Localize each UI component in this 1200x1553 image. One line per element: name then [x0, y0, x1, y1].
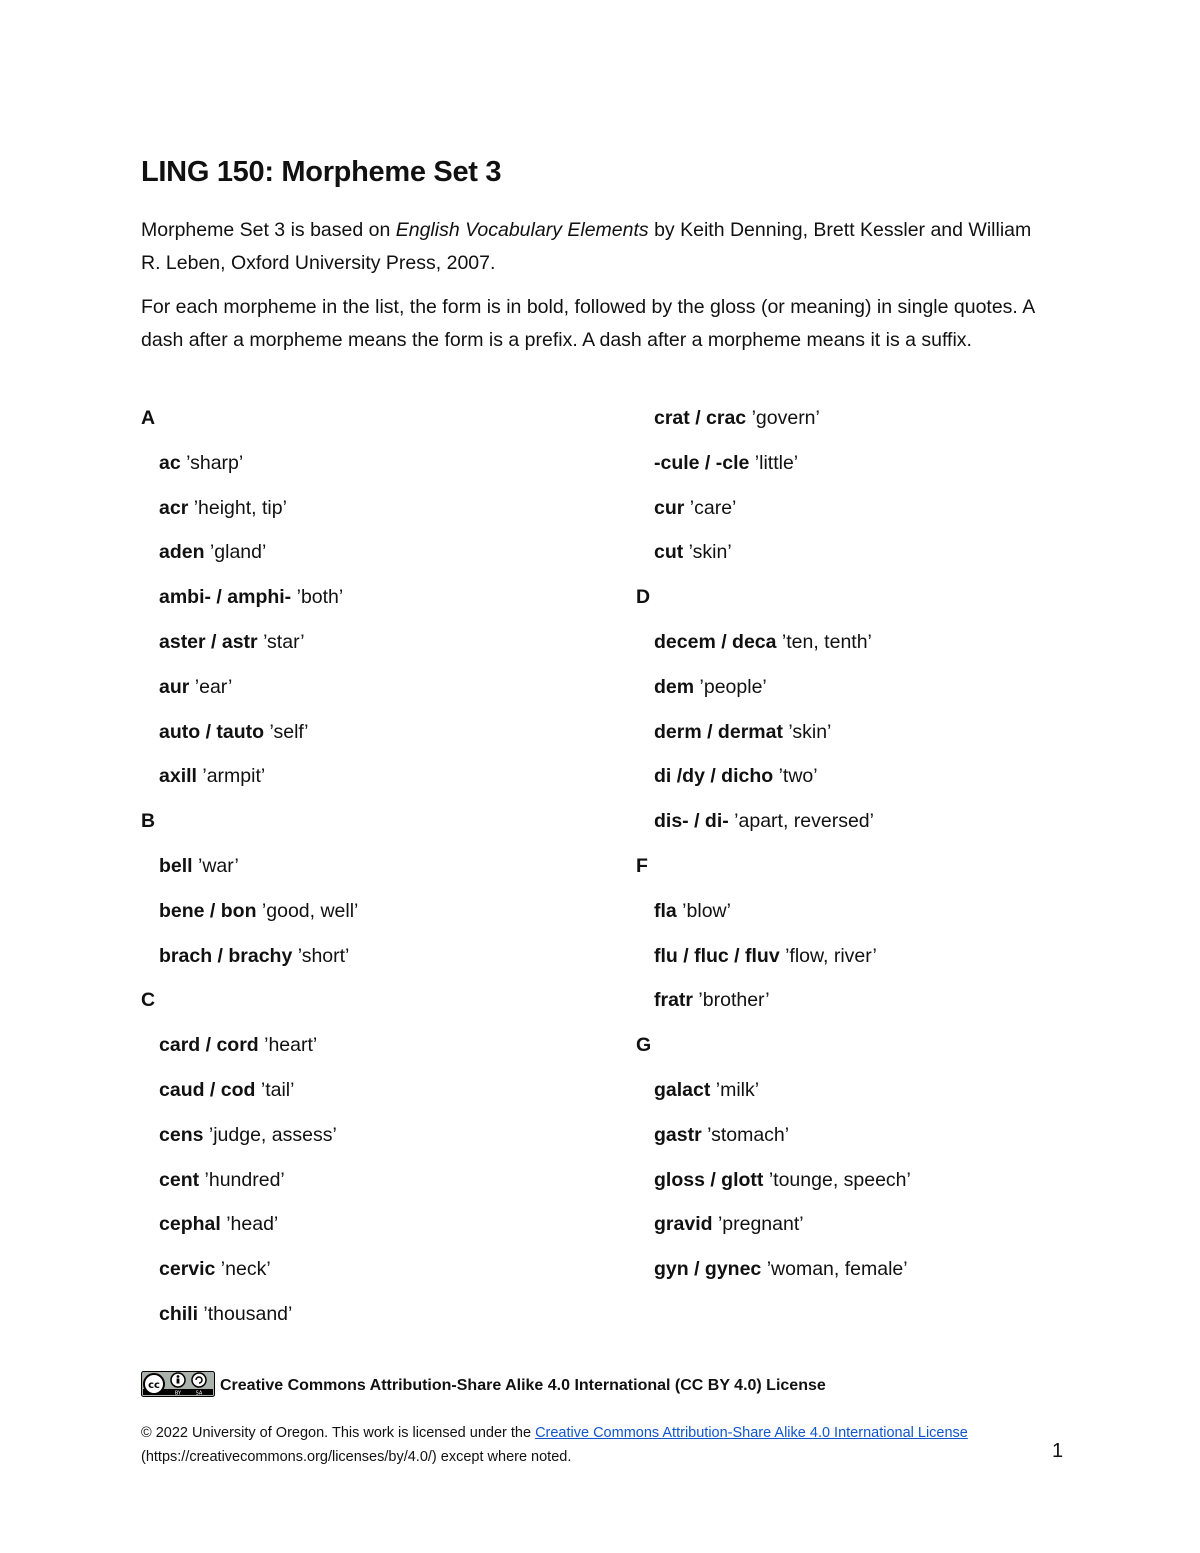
morpheme-entry: [141, 486, 611, 531]
morpheme-entry: [141, 1158, 611, 1203]
morpheme-entry: [141, 934, 611, 979]
morpheme-gloss: ’flow, river’: [779, 944, 877, 967]
book-title: English Vocabulary Elements: [395, 219, 649, 241]
morpheme-gloss: ’stomach’: [701, 1123, 790, 1146]
page-number: 1: [1052, 1440, 1064, 1462]
morpheme-gloss: ’pregnant’: [712, 1213, 804, 1236]
morpheme-entry: [636, 530, 1106, 575]
morpheme-form: axill: [159, 765, 197, 788]
morpheme-gloss: ’tail’: [255, 1078, 295, 1101]
morpheme-gloss: ’sharp’: [180, 451, 244, 474]
morpheme-gloss: ’neck’: [215, 1258, 271, 1281]
morpheme-form: ac: [159, 451, 181, 474]
morpheme-entry: [141, 1113, 611, 1158]
morpheme-entry: [636, 620, 1106, 665]
license-note: [141, 1421, 1041, 1469]
morpheme-gloss: ’care’: [684, 496, 737, 519]
morpheme-gloss: ’height, tip’: [188, 496, 287, 519]
morpheme-entry: [141, 889, 611, 934]
morpheme-gloss: ’milk’: [710, 1078, 760, 1101]
morpheme-entry: [636, 978, 1106, 1023]
section-letter: A: [141, 407, 156, 429]
morpheme-entry: [141, 575, 611, 620]
morpheme-gloss: ’people’: [694, 675, 767, 698]
morpheme-entry: [636, 710, 1106, 755]
morpheme-form: gastr: [654, 1123, 702, 1146]
instructions-paragraph: For each morpheme in the list, the form is in bold, followed by the gloss (or meaning) in single quotes. A dash after a morpheme means the form is a prefix. A dash after a morpheme means it is a suffix.: [141, 296, 1035, 351]
morpheme-entry: [141, 1202, 611, 1247]
morpheme-gloss: ’govern’: [746, 407, 820, 429]
license-title: Creative Commons Attribution-Share Alike 4.0 International (CC BY 4.0) License: [220, 1377, 826, 1394]
svg-text:SA: SA: [195, 1390, 203, 1396]
page-title: LING 150: Morpheme Set 3: [141, 156, 502, 188]
morpheme-form: aden: [159, 541, 205, 564]
morpheme-gloss: ’armpit’: [196, 765, 266, 788]
morpheme-entry: [636, 396, 1106, 441]
morpheme-entry: [141, 1247, 611, 1292]
morpheme-entry: [636, 1202, 1106, 1247]
section-letter: C: [141, 989, 156, 1012]
morpheme-form: di /dy / dicho: [654, 765, 774, 788]
morpheme-entry: [636, 441, 1106, 486]
morpheme-gloss: ’thousand’: [198, 1302, 293, 1325]
morpheme-form: acr: [159, 496, 189, 519]
morpheme-gloss: ’little’: [749, 451, 799, 474]
morpheme-form: fla: [654, 899, 677, 922]
morpheme-gloss: ’short’: [292, 944, 350, 967]
morpheme-gloss: ’star’: [257, 630, 305, 653]
section-letter: F: [636, 854, 648, 877]
morpheme-entry: [141, 530, 611, 575]
morpheme-entry: [141, 754, 611, 799]
morpheme-form: -cule / -cle: [654, 451, 750, 474]
morpheme-gloss: ’ear’: [189, 675, 233, 698]
morpheme-form: crat / crac: [654, 407, 747, 429]
morpheme-form: aster / astr: [159, 630, 258, 653]
morpheme-column-left: [141, 396, 611, 1337]
license-note-end: (https://creativecommons.org/licenses/by/4.0/) except where noted.: [141, 1449, 572, 1465]
morpheme-entry: [141, 1068, 611, 1113]
morpheme-gloss: ’tounge, speech’: [763, 1168, 911, 1191]
morpheme-gloss: ’war’: [192, 854, 239, 877]
morpheme-entry: [141, 710, 611, 755]
morpheme-gloss: ’hundred’: [199, 1168, 285, 1191]
section-letter: G: [636, 1034, 652, 1057]
morpheme-form: card / cord: [159, 1034, 259, 1057]
morpheme-gloss: ’both’: [291, 586, 344, 609]
intro-text-start: Morpheme Set 3 is based on: [141, 219, 396, 241]
morpheme-gloss: ’brother’: [693, 989, 770, 1012]
morpheme-entry: [636, 754, 1106, 799]
morpheme-entry: [141, 441, 611, 486]
morpheme-entry: [141, 1292, 611, 1337]
morpheme-form: gloss / glott: [654, 1168, 764, 1191]
morpheme-form: cervic: [159, 1258, 216, 1281]
intro-text-end: by Keith Denning, Brett Kessler and William R. Leben, Oxford University Press, 2007.: [141, 219, 1032, 274]
morpheme-entry: [636, 1158, 1106, 1203]
morpheme-gloss: ’judge, assess’: [203, 1123, 337, 1146]
morpheme-form: gravid: [654, 1213, 713, 1236]
morpheme-entry: [636, 1113, 1106, 1158]
morpheme-gloss: ’apart, reversed’: [728, 810, 874, 833]
morpheme-gloss: ’self’: [264, 720, 309, 743]
morpheme-form: brach / brachy: [159, 944, 293, 967]
morpheme-form: caud / cod: [159, 1078, 256, 1101]
morpheme-form: cens: [159, 1123, 204, 1146]
morpheme-form: derm / dermat: [654, 720, 783, 743]
morpheme-entry: [141, 665, 611, 710]
morpheme-gloss: ’woman, female’: [761, 1258, 908, 1281]
morpheme-form: fratr: [654, 989, 694, 1012]
morpheme-gloss: ’good, well’: [256, 899, 359, 922]
morpheme-form: dis- / di-: [654, 810, 729, 833]
morpheme-entry: [636, 934, 1106, 979]
morpheme-entry: [636, 486, 1106, 531]
morpheme-form: cephal: [159, 1213, 221, 1236]
morpheme-entry: [141, 620, 611, 665]
morpheme-form: cut: [654, 541, 684, 564]
morpheme-entry: [141, 1023, 611, 1068]
morpheme-form: gyn / gynec: [654, 1258, 762, 1281]
morpheme-entry: [636, 1247, 1106, 1292]
svg-text:BY: BY: [174, 1390, 182, 1396]
morpheme-entry: [636, 889, 1106, 934]
morpheme-form: galact: [654, 1078, 711, 1101]
morpheme-gloss: ’two’: [773, 765, 818, 788]
morpheme-column-right: [636, 396, 1106, 1292]
section-letter: B: [141, 810, 156, 833]
morpheme-form: cent: [159, 1168, 200, 1191]
morpheme-gloss: ’head’: [220, 1213, 279, 1236]
license-note-start: © 2022 University of Oregon. This work is licensed under the: [141, 1425, 536, 1441]
morpheme-form: flu / fluc / fluv: [654, 944, 780, 967]
morpheme-form: chili: [159, 1302, 199, 1325]
morpheme-gloss: ’gland’: [204, 541, 267, 564]
cc-by-sa-icon[interactable]: [141, 1371, 215, 1402]
license-link[interactable]: Creative Commons Attribution-Share Alike 4.0 International License: [535, 1425, 968, 1441]
morpheme-gloss: ’heart’: [258, 1034, 318, 1057]
morpheme-form: dem: [654, 675, 695, 698]
morpheme-gloss: ’skin’: [782, 720, 832, 743]
svg-text:cc: cc: [148, 1379, 160, 1391]
morpheme-form: aur: [159, 675, 190, 698]
morpheme-gloss: ’skin’: [683, 541, 732, 564]
morpheme-form: ambi- / amphi-: [159, 586, 292, 609]
morpheme-form: decem / deca: [654, 630, 777, 653]
morpheme-gloss: ’blow’: [676, 899, 731, 922]
license-banner: [141, 1373, 826, 1399]
morpheme-gloss: ’ten, tenth’: [776, 630, 872, 653]
morpheme-form: cur: [654, 496, 685, 519]
section-letter: D: [636, 586, 651, 609]
morpheme-entry: [636, 1068, 1106, 1113]
intro-paragraph: [141, 214, 1051, 280]
morpheme-form: bell: [159, 854, 193, 877]
morpheme-entry: [141, 844, 611, 889]
morpheme-entry: [636, 799, 1106, 844]
morpheme-form: auto / tauto: [159, 720, 265, 743]
morpheme-form: bene / bon: [159, 899, 257, 922]
morpheme-entry: [636, 665, 1106, 710]
